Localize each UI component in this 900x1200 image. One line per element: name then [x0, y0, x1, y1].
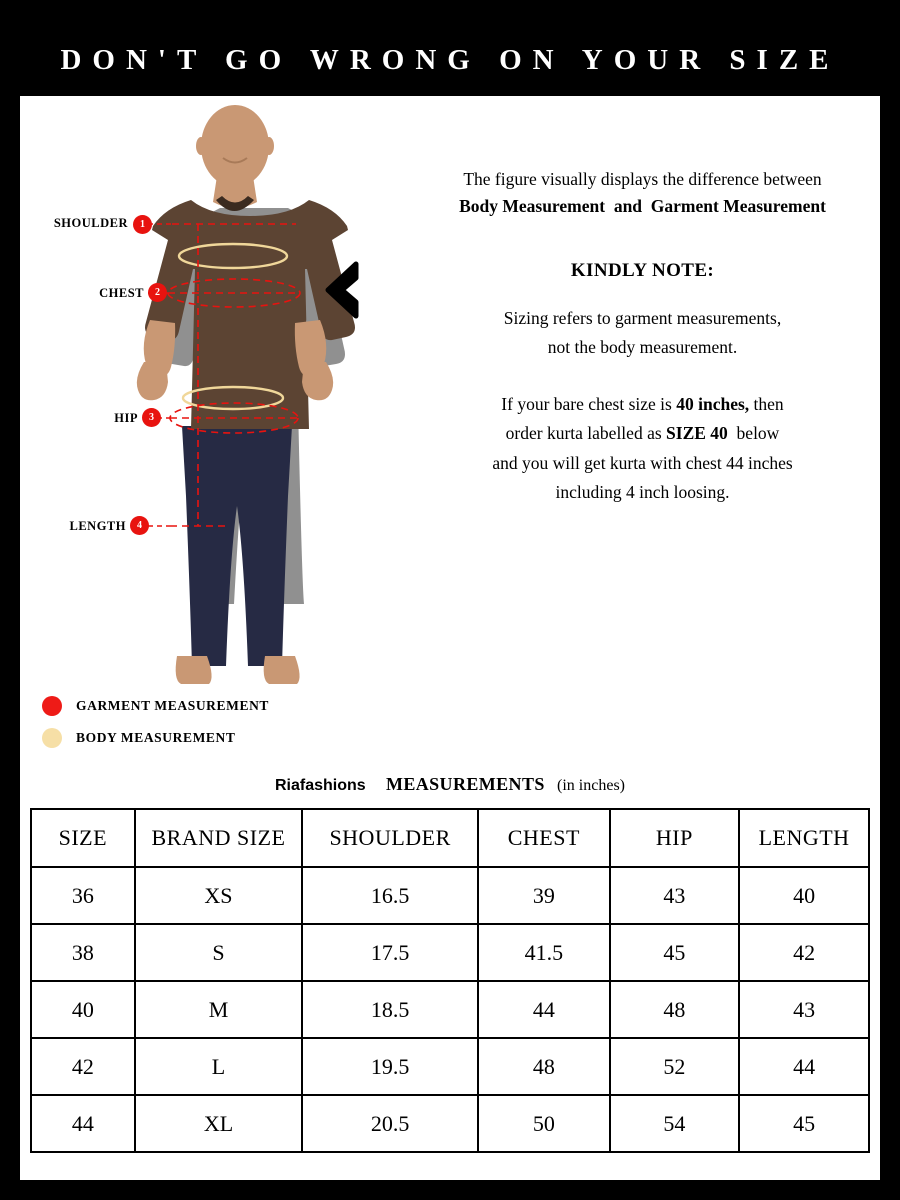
example-l1-a: If your bare chest size is [501, 394, 672, 414]
marker-dot-hip: 3 [142, 408, 161, 427]
table-row [31, 867, 869, 924]
note-line-1: Sizing refers to garment measurements, [503, 308, 782, 329]
example-line-1 [405, 390, 880, 419]
header-chest: CHEST [478, 809, 610, 867]
cell-brand-size: S [135, 924, 303, 981]
marker-dot-shoulder: 1 [133, 215, 152, 234]
table-header-row [31, 809, 869, 867]
cell-brand-size: XS [135, 867, 303, 924]
figure-illustration [20, 96, 420, 696]
example-l2-c: below [736, 423, 780, 444]
example-l1-c: then [753, 394, 784, 414]
cell-hip: 48 [610, 981, 740, 1038]
marker-label-hip: HIP [114, 411, 138, 425]
table-row [31, 981, 869, 1038]
cell-length: 42 [739, 924, 869, 981]
example-line-3: and you will get kurta with chest 44 inches [492, 452, 793, 473]
note-paragraph [405, 304, 880, 362]
content-panel [20, 96, 880, 1180]
legend [42, 690, 402, 754]
marker-label-shoulder: SHOULDER [53, 216, 128, 230]
example-line-4: including 4 inch loosing. [555, 482, 730, 503]
cell-chest: 39 [478, 867, 610, 924]
header-size: SIZE [31, 809, 135, 867]
measurements-title: MEASUREMENTS [385, 774, 545, 794]
cell-shoulder: 20.5 [302, 1095, 478, 1152]
cell-chest: 44 [478, 981, 610, 1038]
header-length: LENGTH [739, 809, 869, 867]
table-row [31, 1095, 869, 1152]
example-line-2 [405, 419, 880, 448]
marker-label-chest: CHEST [99, 286, 144, 300]
table-row [31, 924, 869, 981]
cell-length: 43 [739, 981, 869, 1038]
header-shoulder: SHOULDER [302, 809, 478, 867]
cell-hip: 43 [610, 867, 740, 924]
cell-brand-size: M [135, 981, 303, 1038]
cell-hip: 52 [610, 1038, 740, 1095]
brand-name: Riafashions [275, 777, 366, 794]
body-measurement-term: Body Measurement [459, 196, 606, 217]
cell-shoulder: 17.5 [302, 924, 478, 981]
cell-shoulder: 19.5 [302, 1038, 478, 1095]
intro-conjunction: and [613, 196, 643, 217]
cell-chest: 48 [478, 1038, 610, 1095]
cell-brand-size: L [135, 1038, 303, 1095]
legend-label-body: BODY MEASUREMENT [76, 730, 236, 745]
cell-size: 38 [31, 924, 135, 981]
cell-length: 40 [739, 867, 869, 924]
cell-length: 44 [739, 1038, 869, 1095]
size-table [30, 808, 870, 1153]
example-chest-size: 40 inches, [676, 394, 750, 414]
intro-line-1: The figure visually displays the difference between [463, 169, 822, 189]
cell-shoulder: 18.5 [302, 981, 478, 1038]
red-dot-icon [42, 696, 62, 716]
header-brand-size: BRAND SIZE [135, 809, 303, 867]
cream-dot-icon [42, 728, 62, 748]
explanation-column [405, 166, 880, 508]
cell-hip: 45 [610, 924, 740, 981]
example-size-label: SIZE 40 [666, 423, 728, 444]
legend-label-garment: GARMENT MEASUREMENT [76, 698, 270, 713]
marker-label-length: LENGTH [69, 519, 126, 533]
example-l2-a: order kurta labelled as [505, 423, 662, 444]
cell-hip: 54 [610, 1095, 740, 1152]
marker-dot-length: 4 [130, 516, 149, 535]
garment-measurement-term: Garment Measurement [650, 196, 826, 217]
page-title: DON'T GO WRONG ON YOUR SIZE [60, 43, 840, 76]
cell-size: 40 [31, 981, 135, 1038]
cell-size: 36 [31, 867, 135, 924]
cell-chest: 41.5 [478, 924, 610, 981]
cell-shoulder: 16.5 [302, 867, 478, 924]
header-hip: HIP [610, 809, 740, 867]
table-row [31, 1038, 869, 1095]
example-paragraph [405, 390, 880, 508]
intro-line-2 [405, 192, 880, 220]
cell-size: 42 [31, 1038, 135, 1095]
marker-dot-chest: 2 [148, 283, 167, 302]
cell-length: 45 [739, 1095, 869, 1152]
header-banner [0, 30, 900, 90]
note-line-2: not the body measurement. [547, 337, 738, 358]
cell-chest: 50 [478, 1095, 610, 1152]
table-caption [20, 774, 880, 795]
measurements-units: (in inches) [557, 777, 625, 794]
cell-size: 44 [31, 1095, 135, 1152]
cell-brand-size: XL [135, 1095, 303, 1152]
kindly-note-heading: KINDLY NOTE: [570, 260, 715, 282]
legend-item-body [42, 722, 402, 754]
measurement-figure [20, 96, 420, 696]
legend-item-garment [42, 690, 402, 722]
